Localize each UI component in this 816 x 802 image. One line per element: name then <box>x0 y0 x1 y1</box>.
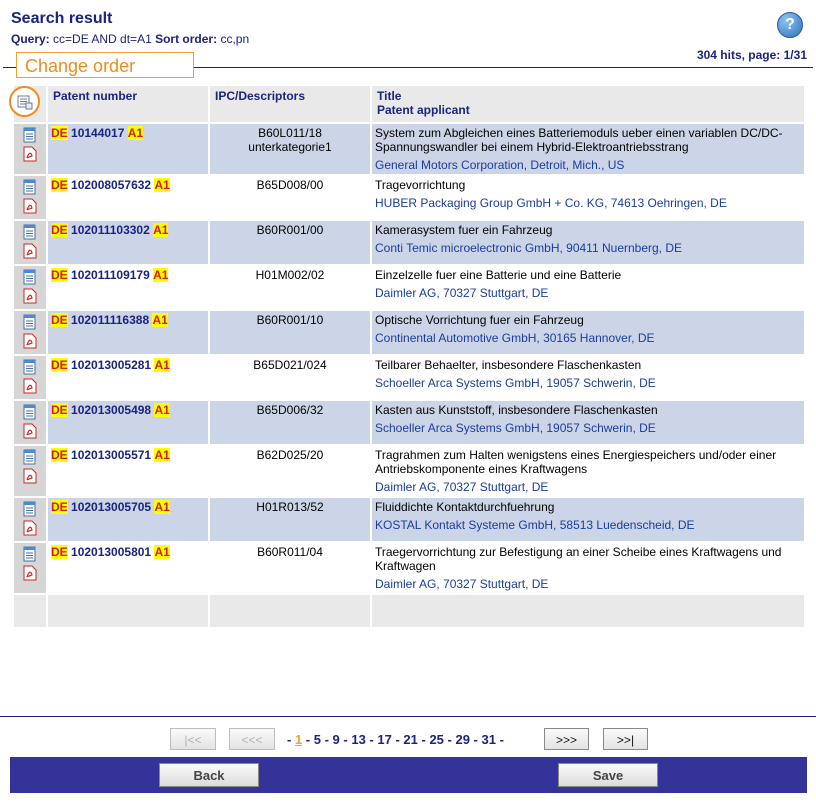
ipc-cell <box>210 311 370 354</box>
pdf-icon[interactable] <box>23 378 37 394</box>
footer-divider <box>0 716 816 717</box>
ipc-cell <box>210 266 370 309</box>
patent-number-cell <box>48 221 208 264</box>
patent-number-cell <box>48 401 208 444</box>
header-ipc[interactable]: IPC/Descriptors <box>210 86 370 122</box>
country-code: DE <box>51 403 68 417</box>
document-icon[interactable] <box>23 269 37 285</box>
change-order-button[interactable] <box>9 86 40 117</box>
page-link[interactable]: 13 <box>351 732 366 747</box>
ipc-cell <box>210 356 370 399</box>
kind-code: A1 <box>154 358 170 372</box>
pdf-icon[interactable] <box>23 423 37 439</box>
header-applicant: Patent applicant <box>377 103 470 117</box>
title-applicant-cell <box>372 311 804 354</box>
sort-value: cc,pn <box>220 32 250 46</box>
help-icon[interactable]: ? <box>777 12 803 38</box>
page-link[interactable]: 5 <box>313 732 321 747</box>
title-applicant-cell <box>372 176 804 219</box>
title-applicant-cell <box>372 446 804 496</box>
ipc-code: B65D006/32 <box>256 403 324 417</box>
patent-title: System zum Abgleichen eines Batteriemoduls ueber einen variablen DC/DC-Spannungswandler bei einem Hybrid-Elektroantriebsstrang <box>375 126 783 154</box>
kind-code: A1 <box>154 500 170 514</box>
header-patent-number[interactable]: Patent number <box>48 86 208 122</box>
patent-number-cell <box>48 446 208 496</box>
last-page-button[interactable]: >>| <box>603 728 648 750</box>
page-list: - 5 - 9 - 13 - 17 - 21 - 25 - 29 - 31 <box>302 732 496 747</box>
country-code: DE <box>51 545 68 559</box>
kind-code: A1 <box>153 223 169 237</box>
ipc-code: B65D008/00 <box>256 178 324 192</box>
first-page-button[interactable]: |<< <box>170 728 216 750</box>
patent-number-cell <box>48 124 208 174</box>
results-table <box>12 84 806 629</box>
title-applicant-cell <box>372 401 804 444</box>
pdf-icon[interactable] <box>23 288 37 304</box>
patent-number-link[interactable]: 10144017 <box>71 126 125 140</box>
patent-applicant[interactable]: General Motors Corporation, Detroit, Mich., US <box>375 158 625 172</box>
ipc-code: B60R001/10 <box>256 313 324 327</box>
change-order-callout: Change order <box>16 52 194 78</box>
title-applicant-cell <box>372 356 804 399</box>
patent-title: Kamerasystem fuer ein Fahrzeug <box>375 223 553 237</box>
page-link[interactable]: 21 <box>403 732 418 747</box>
patent-applicant[interactable]: Schoeller Arca Systems GmbH, 19057 Schwerin, DE <box>375 421 656 435</box>
ipc-code: H01M002/02 <box>255 268 325 282</box>
page-links: - 1 - 5 - 9 - 13 - 17 - 21 - 25 - 29 - 31 - <box>287 732 504 747</box>
patent-applicant[interactable]: Daimler AG, 70327 Stuttgart, DE <box>375 480 549 494</box>
row-icons <box>14 543 46 593</box>
pdf-icon[interactable] <box>23 146 37 162</box>
pdf-icon[interactable] <box>23 468 37 484</box>
patent-number-link[interactable]: 102013005498 <box>71 403 152 417</box>
kind-code: A1 <box>154 403 170 417</box>
page-link[interactable]: 25 <box>429 732 444 747</box>
ipc-cell <box>210 176 370 219</box>
table-row <box>14 176 804 219</box>
patent-number-cell <box>48 498 208 541</box>
title-applicant-cell <box>372 543 804 593</box>
ipc-code: B60R001/00 <box>256 223 324 237</box>
query-line <box>11 32 249 46</box>
ipc-code: B60L011/18 <box>258 126 322 140</box>
ipc-code: H01R013/52 <box>256 500 324 514</box>
kind-code: A1 <box>154 448 170 462</box>
ipc-cell <box>210 124 370 174</box>
page-link[interactable]: 9 <box>332 732 340 747</box>
pdf-icon[interactable] <box>23 565 37 581</box>
patent-applicant[interactable]: Conti Temic microelectronic GmbH, 90411 Nuernberg, DE <box>375 241 683 255</box>
document-icon[interactable] <box>23 127 37 143</box>
hits-count: 304 hits, page: 1/31 <box>696 48 807 62</box>
country-code: DE <box>51 268 68 282</box>
kind-code: A1 <box>152 313 168 327</box>
row-icons <box>14 124 46 174</box>
patent-applicant[interactable]: Schoeller Arca Systems GmbH, 19057 Schwerin, DE <box>375 376 656 390</box>
ipc-descriptor: unterkategorie1 <box>248 140 332 154</box>
ipc-cell <box>210 401 370 444</box>
patent-title: Einzelzelle fuer eine Batterie und eine Batterie <box>375 268 622 282</box>
patent-number-link[interactable]: 102013005281 <box>71 358 152 372</box>
row-icons <box>14 221 46 264</box>
patent-applicant[interactable]: Daimler AG, 70327 Stuttgart, DE <box>375 577 549 591</box>
pdf-icon[interactable] <box>23 198 37 214</box>
pdf-icon[interactable] <box>23 520 37 536</box>
kind-code: A1 <box>127 126 144 140</box>
row-icons <box>14 446 46 496</box>
row-icons <box>14 266 46 309</box>
query-value: cc=DE AND dt=A1 <box>53 32 152 46</box>
title-applicant-cell <box>372 498 804 541</box>
document-icon[interactable] <box>23 546 37 562</box>
country-code: DE <box>51 223 68 237</box>
patent-title: Fluiddichte Kontaktdurchfuehrung <box>375 500 555 514</box>
patent-applicant[interactable]: Continental Automotive GmbH, 30165 Hannover, DE <box>375 331 655 345</box>
patent-number-cell <box>48 356 208 399</box>
document-icon[interactable] <box>23 449 37 465</box>
document-icon[interactable] <box>23 404 37 420</box>
table-row <box>14 446 804 496</box>
patent-number-cell <box>48 311 208 354</box>
current-page[interactable]: 1 <box>294 732 303 747</box>
country-code: DE <box>51 500 68 514</box>
patent-title: Teilbarer Behaelter, insbesondere Flaschenkasten <box>375 358 642 372</box>
ipc-code: B62D025/20 <box>256 448 324 462</box>
patent-title: Tragrahmen zum Halten wenigstens eines Energiespeichers und/oder einer Antriebskomponente eines Kraftwagens <box>375 448 777 476</box>
page-link[interactable]: 17 <box>377 732 392 747</box>
patent-number-link[interactable]: 102013005705 <box>71 500 152 514</box>
patent-number-cell <box>48 176 208 219</box>
ipc-cell <box>210 543 370 593</box>
footer-bar <box>10 757 807 793</box>
patent-applicant[interactable]: KOSTAL Kontakt Systeme GmbH, 58513 Luedenscheid, DE <box>375 518 695 532</box>
title-applicant-cell <box>372 266 804 309</box>
next-page-button[interactable]: >>> <box>544 728 589 750</box>
country-code: DE <box>51 313 68 327</box>
list-order-icon <box>17 94 33 110</box>
table-row <box>14 124 804 174</box>
prev-page-button[interactable]: <<< <box>229 728 275 750</box>
row-icons <box>14 176 46 219</box>
ipc-cell <box>210 446 370 496</box>
document-icon[interactable] <box>23 314 37 330</box>
table-row <box>14 266 804 309</box>
page-link[interactable]: 29 <box>455 732 470 747</box>
country-code: DE <box>51 358 68 372</box>
country-code: DE <box>51 178 68 192</box>
patent-number-cell <box>48 543 208 593</box>
table-row <box>14 543 804 593</box>
table-header-row <box>14 86 804 122</box>
kind-code: A1 <box>153 268 169 282</box>
page-title: Search result <box>11 10 113 27</box>
document-icon[interactable] <box>23 359 37 375</box>
patent-number-link[interactable]: 102011103302 <box>71 223 150 237</box>
patent-title: Traegervorrichtung zur Befestigung an einer Scheibe eines Kraftwagens und Kraftwagen <box>375 545 782 573</box>
patent-number-link[interactable]: 102013005801 <box>71 545 152 559</box>
pdf-icon[interactable] <box>23 243 37 259</box>
document-icon[interactable] <box>23 179 37 195</box>
patent-number-link[interactable]: 102008057632 <box>71 178 152 192</box>
row-icons <box>14 498 46 541</box>
row-icons <box>14 356 46 399</box>
patent-title: Tragevorrichtung <box>375 178 466 192</box>
patent-title: Kasten aus Kunststoff, insbesondere Flaschenkasten <box>375 403 658 417</box>
kind-code: A1 <box>154 545 170 559</box>
patent-applicant[interactable]: HUBER Packaging Group GmbH + Co. KG, 74613 Oehringen, DE <box>375 196 727 210</box>
table-row <box>14 498 804 541</box>
patent-title: Optische Vorrichtung fuer ein Fahrzeug <box>375 313 584 327</box>
table-row <box>14 221 804 264</box>
ipc-cell <box>210 221 370 264</box>
table-row <box>14 311 804 354</box>
patent-number-link[interactable]: 102011109179 <box>71 268 150 282</box>
header-title: Title <box>377 89 402 103</box>
ipc-cell <box>210 498 370 541</box>
patent-number-link[interactable]: 102011116388 <box>71 313 150 327</box>
back-button[interactable]: Back <box>159 763 259 787</box>
header-title-applicant[interactable] <box>372 86 804 122</box>
patent-number-link[interactable]: 102013005571 <box>71 448 152 462</box>
kind-code: A1 <box>154 178 170 192</box>
title-applicant-cell <box>372 124 804 174</box>
ipc-code: B60R011/04 <box>257 545 323 559</box>
row-icons <box>14 401 46 444</box>
title-applicant-cell <box>372 221 804 264</box>
patent-applicant[interactable]: Daimler AG, 70327 Stuttgart, DE <box>375 286 549 300</box>
table-row <box>14 401 804 444</box>
table-row <box>14 356 804 399</box>
row-icons <box>14 311 46 354</box>
patent-number-cell <box>48 266 208 309</box>
document-icon[interactable] <box>23 501 37 517</box>
sort-label: Sort order: <box>155 32 218 46</box>
pagination <box>0 728 816 752</box>
country-code: DE <box>51 126 68 140</box>
country-code: DE <box>51 448 68 462</box>
query-label: Query: <box>11 32 50 46</box>
empty-row <box>14 595 804 627</box>
ipc-code: B65D021/024 <box>253 358 327 372</box>
pdf-icon[interactable] <box>23 333 37 349</box>
page-link[interactable]: 31 <box>481 732 496 747</box>
document-icon[interactable] <box>23 224 37 240</box>
save-button[interactable]: Save <box>558 763 658 787</box>
